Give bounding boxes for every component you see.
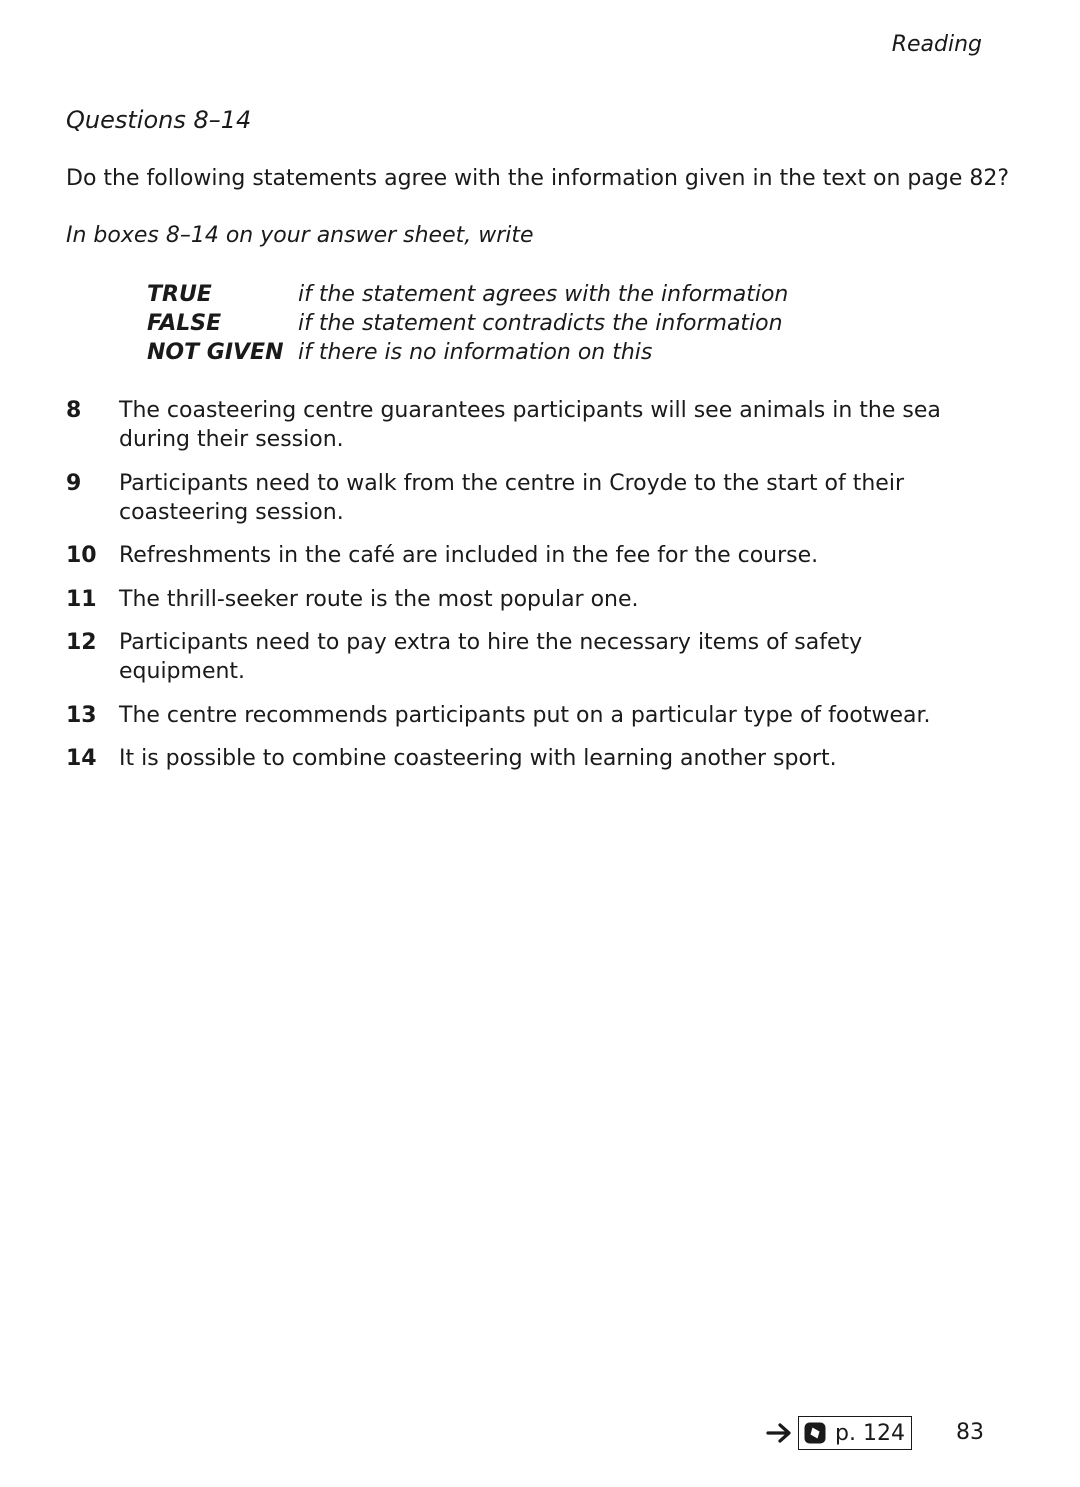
legend-key: TRUE (147, 282, 212, 307)
legend-row-true (147, 280, 788, 309)
legend-row-not-given (147, 338, 788, 367)
statement-item (66, 585, 986, 614)
legend-key: NOT GIVEN (147, 340, 284, 365)
statement-text: It is possible to combine coasteering with learning another sport. (119, 746, 837, 771)
legend-meaning: if there is no information on this (298, 340, 653, 365)
book-icon (803, 1421, 827, 1445)
answer-key-legend (147, 280, 788, 367)
questions-heading: Questions 8–14 (66, 106, 252, 134)
instruction-text: Do the following statements agree with the information given in the text on page 82? (66, 166, 1010, 191)
statement-number: 10 (66, 543, 97, 568)
statement-text: The centre recommends participants put on a particular type of footwear. (119, 702, 931, 728)
statement-text: The coasteering centre guarantees participants will see animals in the sea during their session. (119, 398, 941, 452)
statement-item (66, 701, 986, 730)
statement-text: Participants need to pay extra to hire the necessary items of safety equipment. (119, 630, 863, 684)
statement-number: 9 (66, 470, 82, 496)
sub-instruction-text: In boxes 8–14 on your answer sheet, write (66, 223, 534, 248)
legend-meaning: if the statement contradicts the information (298, 311, 783, 336)
legend-row-false (147, 309, 788, 338)
statement-list (66, 396, 986, 788)
statement-item (66, 541, 986, 570)
arrow-right-icon (766, 1421, 794, 1445)
page-reference[interactable] (766, 1416, 912, 1450)
statement-item (66, 396, 986, 454)
statement-number: 11 (66, 586, 97, 612)
statement-item (66, 469, 986, 527)
statement-item (66, 744, 986, 773)
statement-item (66, 628, 986, 686)
statement-number: 12 (66, 630, 97, 655)
statement-number: 14 (66, 746, 97, 771)
reference-label: p. 124 (835, 1420, 905, 1446)
reference-box[interactable] (798, 1416, 912, 1450)
page-number: 83 (956, 1420, 984, 1445)
statement-number: 13 (66, 702, 97, 728)
statement-text: The thrill-seeker route is the most popular one. (119, 586, 639, 612)
legend-key: FALSE (147, 311, 222, 336)
statement-text: Refreshments in the café are included in the fee for the course. (119, 543, 819, 568)
legend-meaning: if the statement agrees with the information (298, 282, 789, 307)
statement-text: Participants need to walk from the centre in Croyde to the start of their coasteering session. (119, 470, 904, 525)
statement-number: 8 (66, 398, 82, 423)
section-label: Reading (891, 32, 982, 57)
